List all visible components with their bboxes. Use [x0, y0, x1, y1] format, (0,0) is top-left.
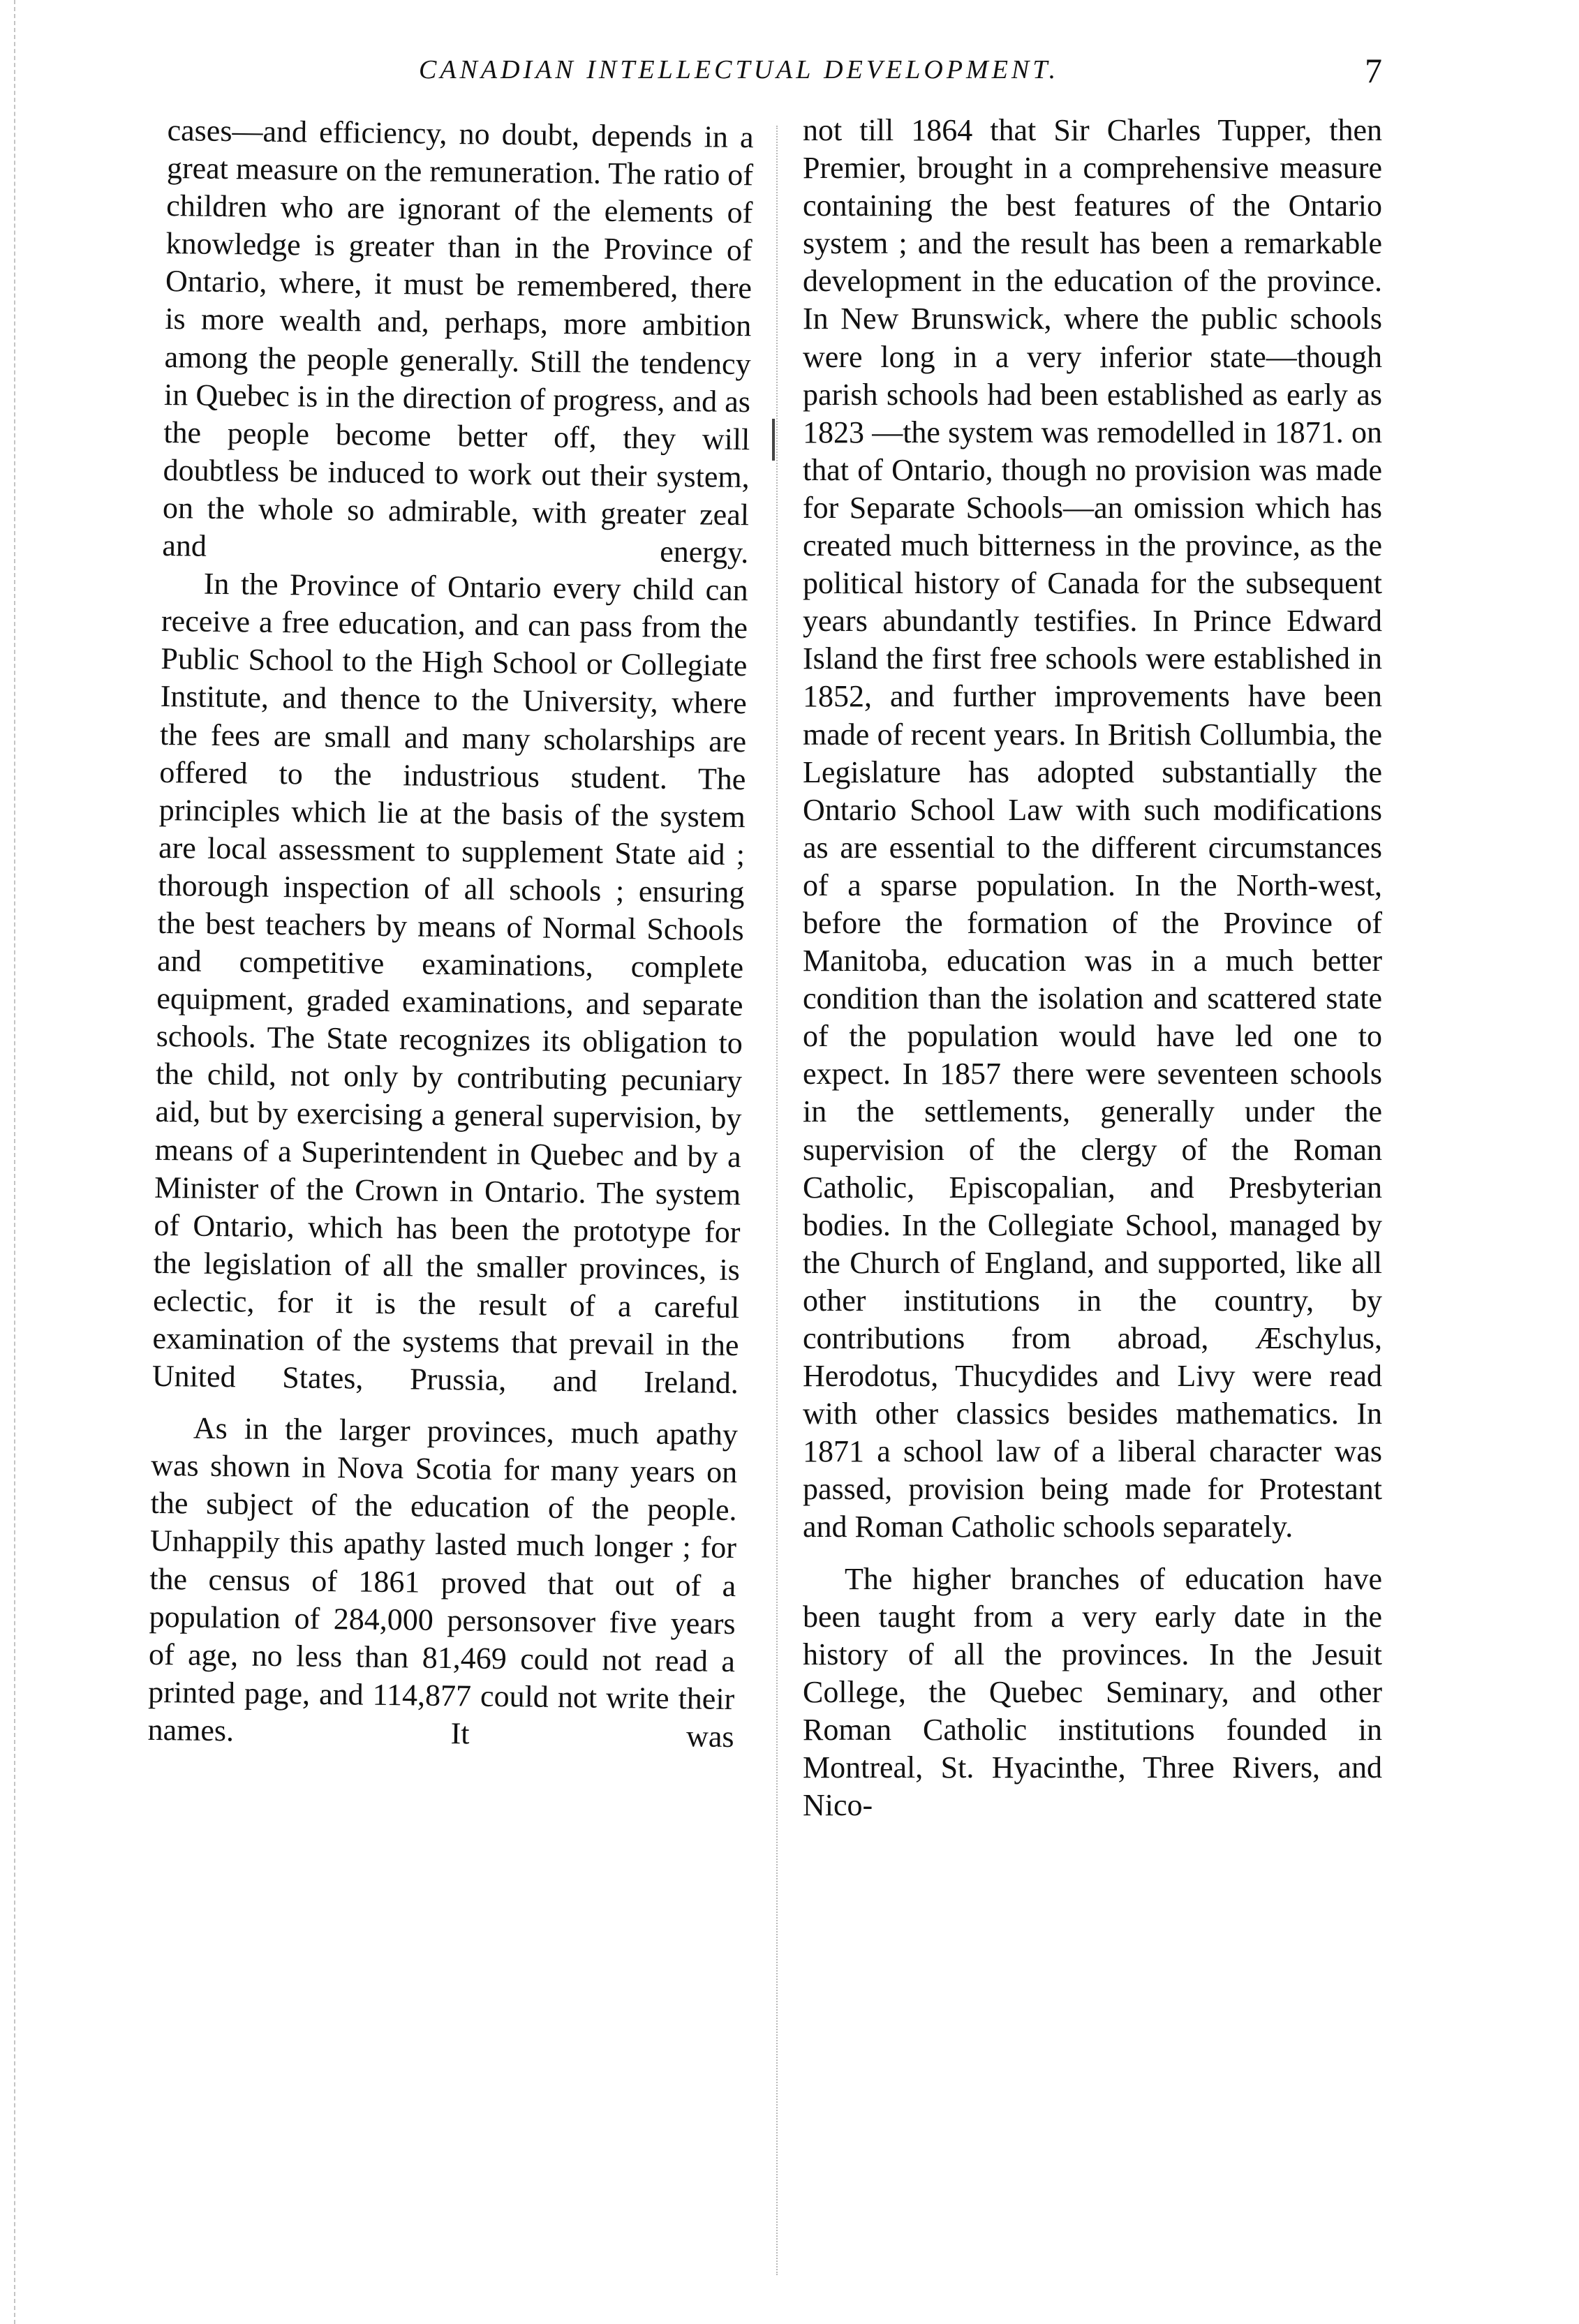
- left-column: [147, 112, 754, 1756]
- left-paragraph-3: As in the larger provinces, much apathy was shown in Nova Scotia for many years on the subject of the education of the people. Unhappily this apathy lasted much longer ; for the census of 1861 proved that out of a population of 284,000 personsover five years of age, no less than 81,469 could not read a printed page, and 114,877 could not write their names. It was: [147, 1410, 739, 1755]
- running-head: CANADIAN INTELLECTUAL DEVELOPMENT.: [419, 55, 1060, 84]
- right-paragraph-1: not till 1864 that Sir Charles Tupper, then Premier, brought in a comprehensive measure containing the best features of the Ontario system ; and the result has been a remarkable development in the education of the province. In New Brunswick, where the public schools were long in a very inferior state—though parish schools had been established as early as 1823 —the system was remodelled in 1871. on that of Ontario, though no provision was made for Separate Schools—an omission which has created much bitterness in the province, as the political history of Canada for the subsequent years abundantly testifies. In Prince Edward Island the first free schools were established in 1852, and further improvements have been made of recent years. In British Collumbia, the Legislature has adopted substantially the Ontario School Law with such modifications as are essential to the different circumstances of a sparse population. In the North-west, before the formation of the Province of Manitoba, education was in a much better condition than the isolation and scattered state of the population would have led one to expect. In 1857 there were seventeen schools in the settlements, generally under the supervision of the clergy of the Roman Catholic, Episcopalian, and Presbyterian bodies. In the Collegiate School, managed by the Church of England, and supported, like all other institutions in the country, by contributions from abroad, Æschylus, Herodotus, Thucydides and Livy were read with other classics besides mathematics. In 1871 a school law of a liberal character was passed, provision being made for Protestant and Roman Catholic schools separately.: [803, 113, 1382, 1544]
- page-binding-edge: [14, 0, 15, 2324]
- column-divider: [776, 126, 778, 2275]
- page-number: 7: [1365, 51, 1382, 90]
- column-divider-mark: [772, 419, 775, 461]
- page-header: [168, 50, 1396, 106]
- left-paragraph-2: In the Province of Ontario every child can receive a free education, and can pass from the Public School to the High School or Collegiate Institute, and thence to the University, where the fees are small and many scholarships are offered to the industrious student. The principles which lie at the basis of the system are local assessment to supplement State aid ; thorough inspection of all schools ; ensuring the best teachers by means of Normal Schools and competitive examinations, complete equipment, graded examinations, and separate schools. The State recognizes its obligation to the child, not only by contributing pecuniary aid, but by exercising a general supervision, by means of a Superintendent in Quebec and by a Minister of the Crown in Ontario. The system of Ontario, which has been the prototype for the legislation of all the smaller provinces, is eclectic, for it is the result of a careful examination of the systems that prevail in the United States, Prussia, and Ireland.: [151, 566, 748, 1401]
- left-paragraph-1: cases—and efficiency, no doubt, depends in a great measure on the remuneration. The ratio of children who are ignorant of the elements of knowledge is greater than in the Province of Ontario, where, it must be remembered, there is more wealth and, perhaps, more ambition among the people generally. Still the tendency in Quebec is in the direction of progress, and as the people become better off, they will doubtless be induced to work out their system, on the whole so admirable, with greater zeal and energy.: [162, 112, 754, 570]
- right-column: [803, 112, 1382, 1824]
- right-paragraph-2: The higher branches of education have been taught from a very early date in the history of all the provinces. In the Jesuit College, the Quebec Seminary, and other Roman Catholic institutions founded in Montreal, St. Hyacinthe, Three Rivers, and Nico-: [803, 1561, 1382, 1823]
